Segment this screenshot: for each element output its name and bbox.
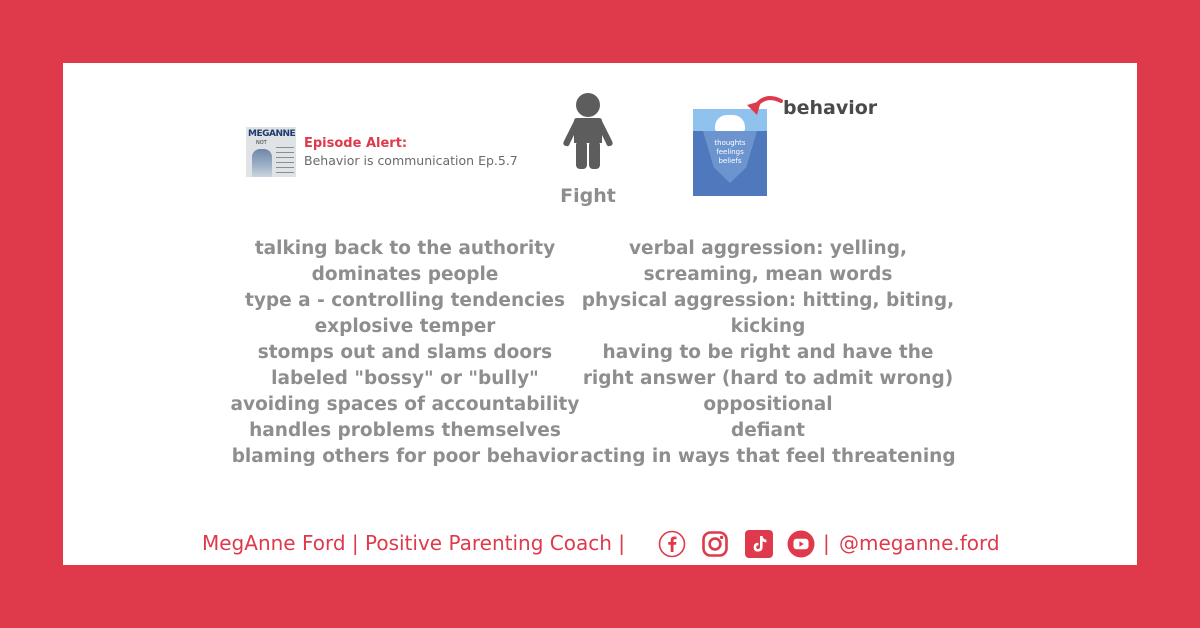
fight-traits-list-left bbox=[216, 236, 594, 470]
footer-separator: | bbox=[823, 531, 830, 555]
footer bbox=[63, 528, 1137, 560]
facebook-icon[interactable] bbox=[658, 530, 686, 558]
list-item: labeled "bossy" or "bully" bbox=[271, 368, 539, 389]
list-item: blaming others for poor behavior bbox=[231, 446, 579, 467]
list-item: type a - controlling tendencies bbox=[245, 290, 565, 311]
list-item: dominates people bbox=[311, 264, 499, 285]
thumbnail-figure bbox=[252, 149, 272, 177]
iceberg-line-beliefs: beliefs bbox=[718, 157, 742, 165]
list-item: explosive temper bbox=[314, 316, 496, 337]
list-item: verbal aggression: yelling, screaming, mean words bbox=[628, 238, 908, 285]
list-item: avoiding spaces of accountability bbox=[230, 394, 580, 415]
youtube-icon[interactable] bbox=[787, 530, 815, 558]
footer-name: MegAnne Ford | Positive Parenting Coach | bbox=[202, 531, 625, 555]
episode-thumbnail[interactable] bbox=[246, 127, 296, 177]
thumbnail-text-lines bbox=[276, 147, 294, 175]
list-item: oppositional bbox=[703, 394, 833, 415]
iceberg-line-thoughts: thoughts bbox=[714, 139, 746, 147]
iceberg-tip bbox=[715, 115, 745, 131]
list-item: talking back to the authority bbox=[254, 238, 556, 259]
iceberg-text bbox=[693, 139, 767, 166]
list-item: acting in ways that feel threatening bbox=[580, 446, 956, 467]
episode-title[interactable]: Behavior is communication Ep.5.7 bbox=[304, 153, 518, 168]
iceberg-line-feelings: feelings bbox=[716, 148, 744, 156]
thumbnail-title: MEGANNE bbox=[248, 129, 296, 139]
episode-alert-label: Episode Alert: bbox=[304, 136, 408, 151]
fight-label: Fight bbox=[560, 185, 616, 207]
instagram-icon[interactable] bbox=[701, 530, 729, 558]
iceberg-image bbox=[693, 109, 767, 196]
list-item: having to be right and have the right answer (hard to admit wrong) bbox=[582, 342, 954, 389]
thumbnail-subtitle: NOT bbox=[256, 140, 267, 146]
curved-arrow-icon bbox=[745, 93, 785, 121]
child-figure-icon bbox=[560, 91, 616, 171]
fight-traits-list-right bbox=[575, 236, 961, 470]
list-item: physical aggression: hitting, biting, kicking bbox=[581, 290, 955, 337]
behavior-label: behavior bbox=[783, 97, 878, 119]
tiktok-icon[interactable] bbox=[745, 530, 773, 558]
list-item: stomps out and slams doors bbox=[257, 342, 553, 363]
content-card bbox=[63, 63, 1137, 565]
list-item: handles problems themselves bbox=[249, 420, 561, 441]
list-item: defiant bbox=[731, 420, 805, 441]
footer-handle[interactable]: @meganne.ford bbox=[839, 531, 1000, 555]
